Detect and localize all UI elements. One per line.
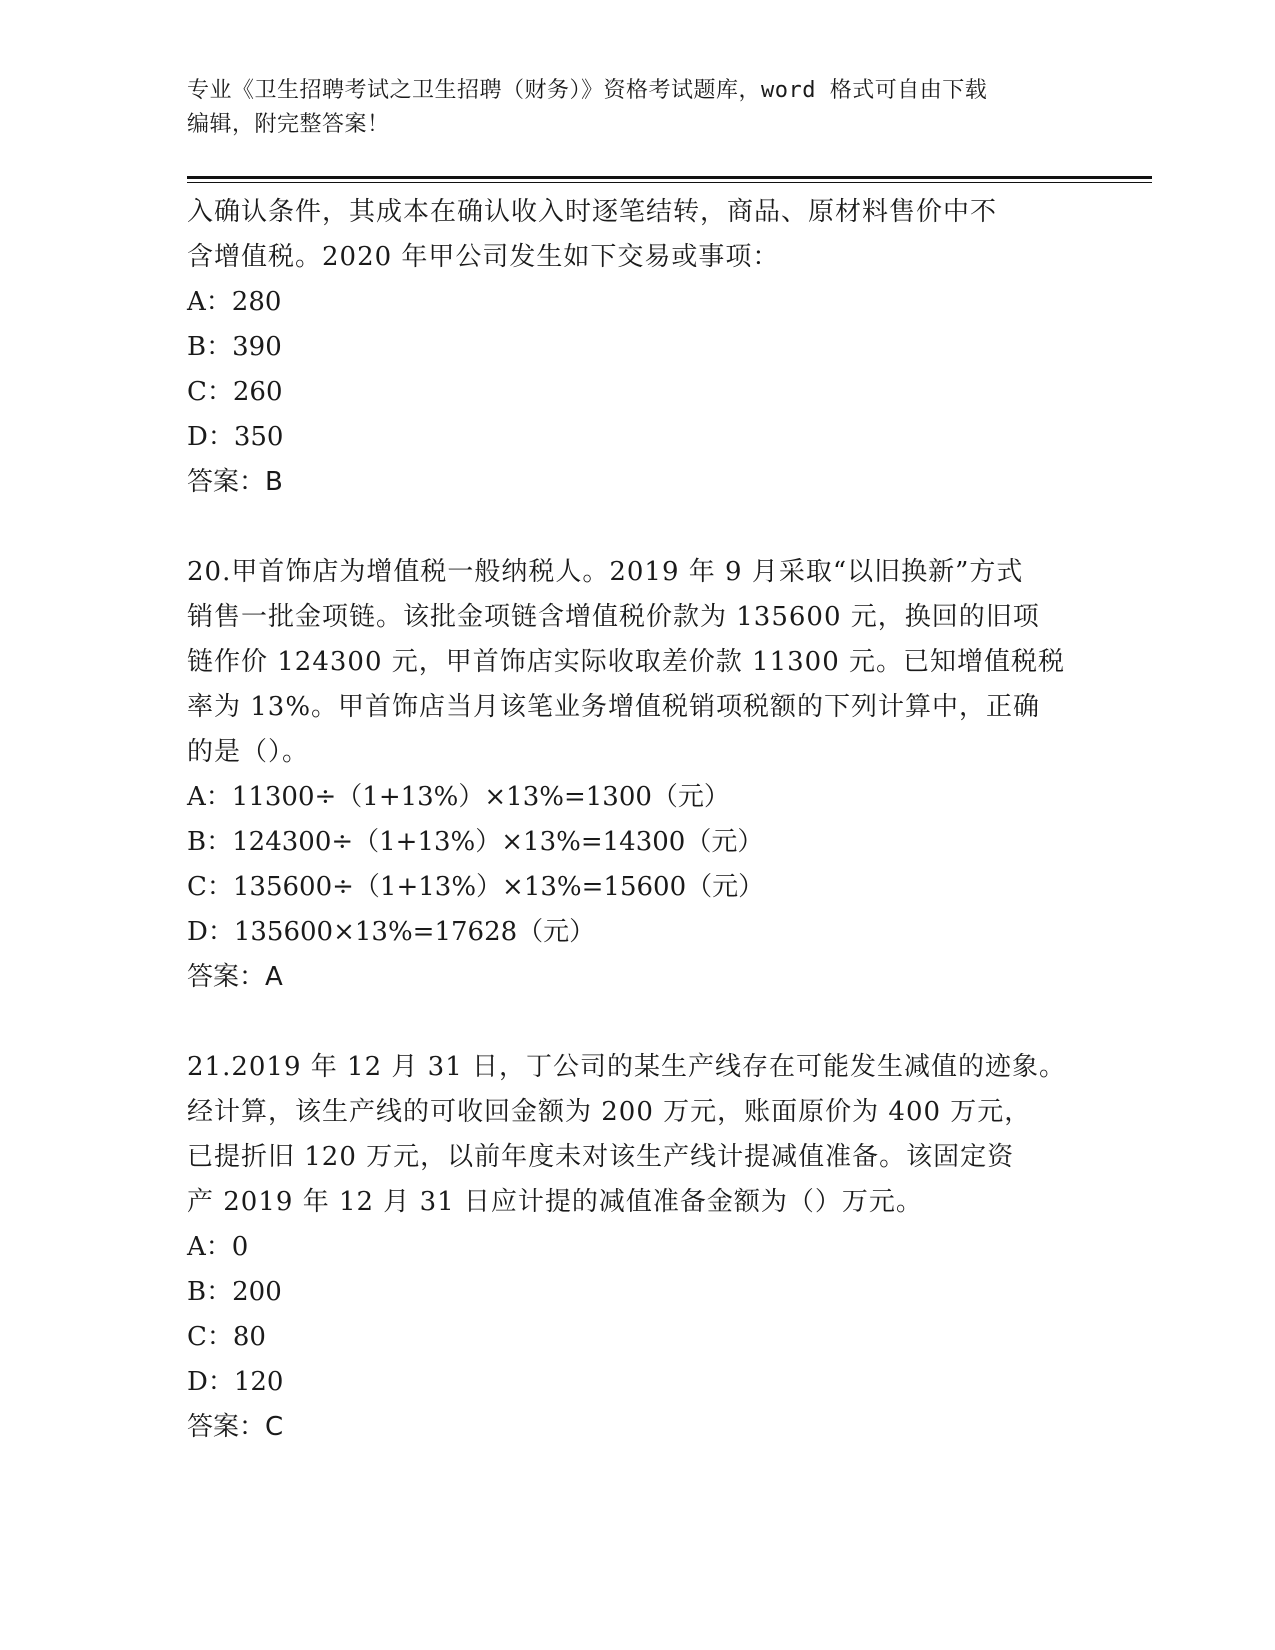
question-text-line: 已提折旧 120 万元，以前年度未对该生产线计提减值准备。该固定资 (187, 1142, 1015, 1172)
question-text-line: 含增值税。2020 年甲公司发生如下交易或事项： (187, 242, 780, 272)
question-content (187, 190, 1087, 1450)
answer-line: 答案：C (187, 1412, 284, 1442)
question-text-line: 入确认条件，其成本在确认收入时逐笔结转，商品、原材料售价中不 (187, 197, 998, 227)
option-d: D：120 (187, 1367, 284, 1397)
question-text-line: 的是（）。 (187, 737, 310, 767)
header-divider-thick (187, 176, 1152, 179)
option-b: B：390 (187, 332, 282, 362)
question-19 (187, 190, 1087, 505)
question-text-line: 20.甲首饰店为增值税一般纳税人。2019 年 9 月采取“以旧换新”方式 (187, 557, 1024, 587)
question-text-line: 率为 13%。甲首饰店当月该笔业务增值税销项税额的下列计算中，正确 (187, 692, 1041, 722)
option-c: C：135600÷（1+13%）×13%=15600（元） (187, 872, 765, 902)
option-a: A：11300÷（1+13%）×13%=1300（元） (187, 782, 730, 812)
question-text-line: 产 2019 年 12 月 31 日应计提的减值准备金额为（）万元。 (187, 1187, 923, 1217)
header-line-2: 编辑，附完整答案！ (187, 112, 390, 137)
option-b: B：124300÷（1+13%）×13%=14300（元） (187, 827, 764, 857)
option-d: D：135600×13%=17628（元） (187, 917, 596, 947)
question-text-line: 经计算，该生产线的可收回金额为 200 万元，账面原价为 400 万元， (187, 1097, 1032, 1127)
option-c: C：80 (187, 1322, 266, 1352)
header-line-1: 专业《卫生招聘考试之卫生招聘（财务）》资格考试题库，word 格式可自由下载 (187, 78, 988, 103)
option-a: A：0 (187, 1232, 249, 1262)
option-c: C：260 (187, 377, 283, 407)
question-spacer (187, 505, 1087, 550)
question-spacer (187, 1000, 1087, 1045)
option-b: B：200 (187, 1277, 282, 1307)
option-a: A：280 (187, 287, 282, 317)
header-divider-thin (187, 182, 1152, 183)
question-21 (187, 1045, 1087, 1450)
answer-line: 答案：B (187, 467, 283, 497)
question-text-line: 21.2019 年 12 月 31 日，丁公司的某生产线存在可能发生减值的迹象。 (187, 1052, 1067, 1082)
question-text-line: 链作价 124300 元，甲首饰店实际收取差价款 11300 元。已知增值税税 (187, 647, 1066, 677)
question-text-line: 销售一批金项链。该批金项链含增值税价款为 135600 元，换回的旧项 (187, 602, 1040, 632)
question-20 (187, 550, 1087, 1000)
answer-line: 答案：A (187, 962, 283, 992)
document-header (187, 74, 1067, 142)
option-d: D：350 (187, 422, 284, 452)
